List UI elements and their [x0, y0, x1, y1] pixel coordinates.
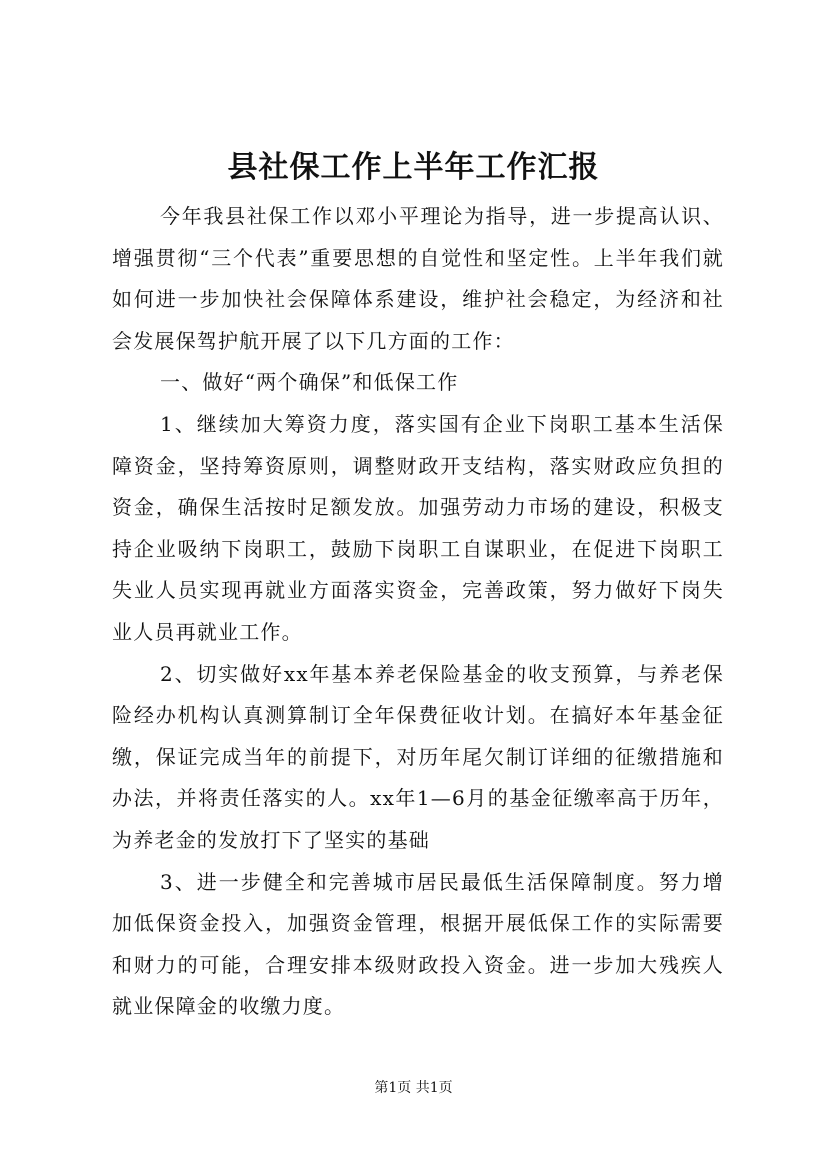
document-title: 县社保工作上半年工作汇报	[227, 150, 600, 185]
paragraph-intro: 今年我县社保工作以邓小平理论为指导，进一步提高认识、增强贯彻“三个代表”重要思想的自觉性和坚定性。上半年我们就如何进一步加快社会保障体系建设，维护社会稳定，为经济和社会发展保驾护航开展了以下几方面的工作：	[112, 204, 724, 353]
section-heading: 一、做好“两个确保”和低保工作	[160, 370, 459, 395]
paragraph-item-1: 1、继续加大筹资力度，落实国有企业下岗职工基本生活保障资金，坚持筹资原则，调整财政开支结构，落实财政应负担的资金，确保生活按时足额发放。加强劳动力市场的建设，积极支持企业吸纳下岗职工，鼓励下岗职工自谋职业，在促进下岗职工失业人员实现再就业方面落实资金，完善政策，努力做好下岗失业人员再就业工作。	[112, 411, 724, 644]
paragraph-item-2: 2、切实做好xx年基本养老保险基金的收支预算，与养老保险经办机构认真测算制订全年保费征收计划。在搞好本年基金征缴，保证完成当年的前提下，对历年尾欠制订详细的征缴措施和办法，并将责任落实的人。xx年1—6月的基金征缴率高于历年，为养老金的发放打下了坚实的基础	[112, 661, 724, 852]
document-body	[112, 196, 724, 1028]
paragraph-item-3: 3、进一步健全和完善城市居民最低生活保障制度。努力增加低保资金投入，加强资金管理，根据开展低保工作的实际需要和财力的可能，合理安排本级财政投入资金。进一步加大残疾人就业保障金的收缴力度。	[112, 869, 724, 1019]
page-number-footer: 第1页 共1页	[374, 1080, 453, 1096]
